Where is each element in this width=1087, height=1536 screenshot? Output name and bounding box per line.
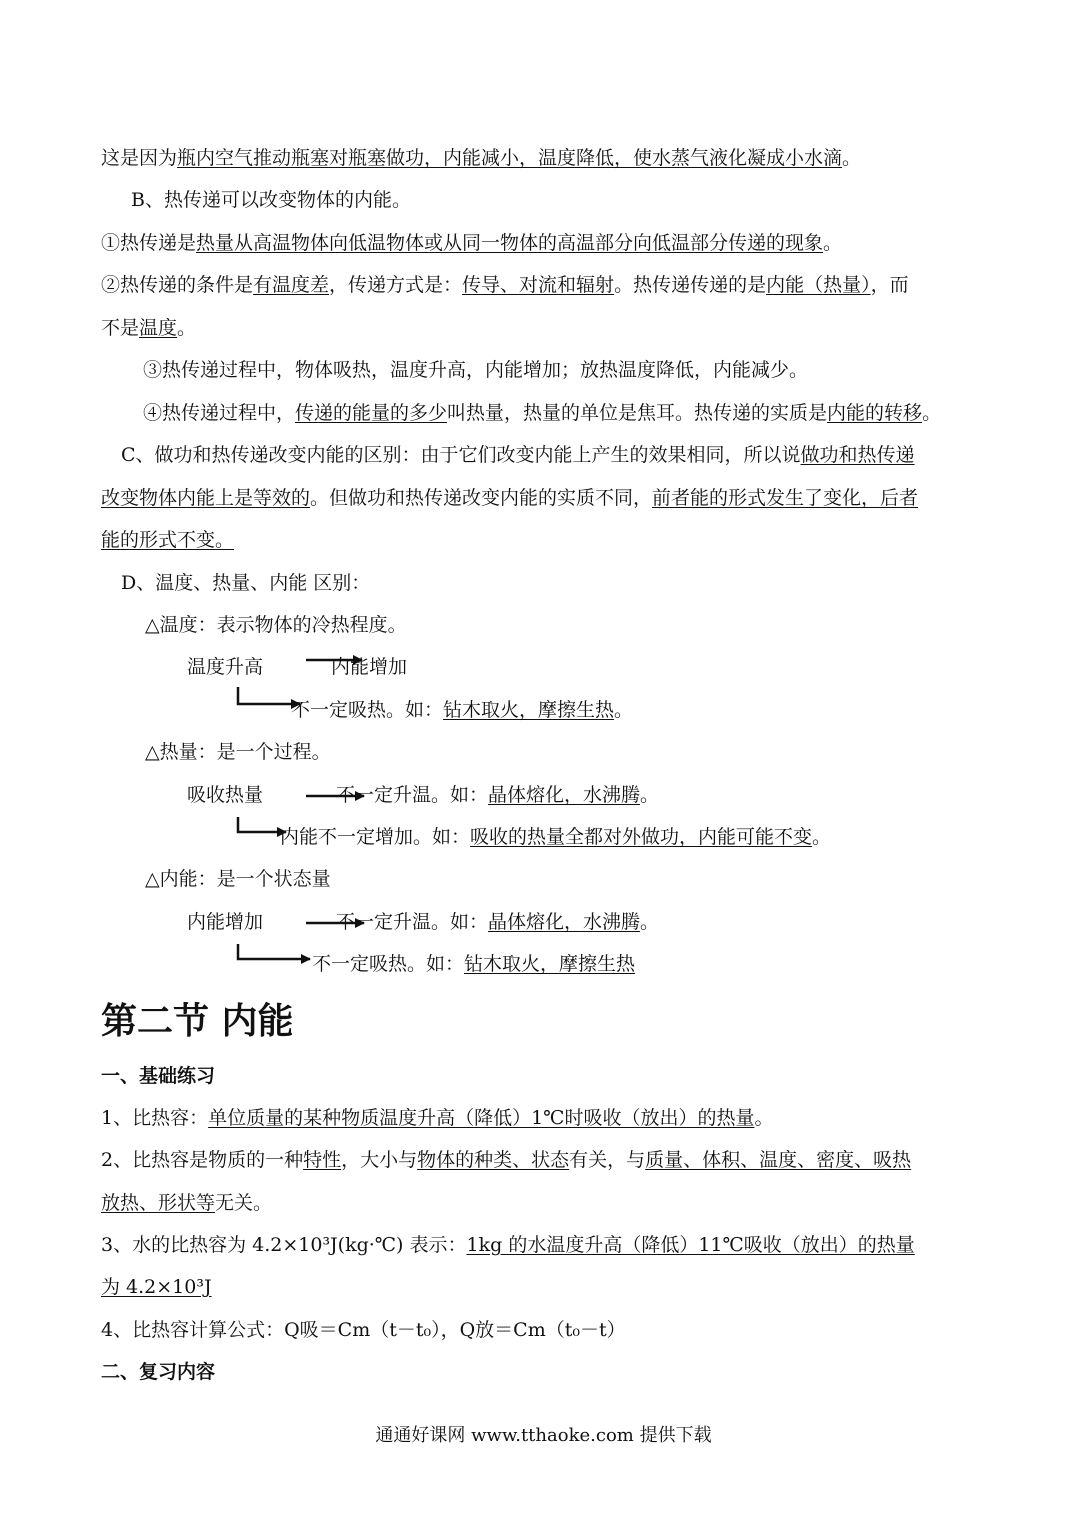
line-conclusion: 这是因为瓶内空气推动瓶塞对瓶塞做功，内能减小，温度降低，使水蒸气液化凝成小水滴。 — [101, 147, 862, 169]
exercise-3: 3、水的比热容为 4.2×10³J(kg·℃) 表示：1kg 的水温度升高（降低）11℃吸收（放出）的热量 — [101, 1234, 915, 1256]
heat-definition: △热量：是一个过程。 — [145, 741, 331, 763]
heat-transfer-condition-cont: 不是温度。 — [101, 317, 197, 339]
internal-energy-increase-label-2: 内能增加 — [187, 911, 264, 933]
temperature-rise-label: 温度升高 — [187, 656, 264, 678]
exercise-3-cont: 为 4.2×10³J — [101, 1276, 212, 1298]
section-heading: 第二节 内能 — [101, 1001, 294, 1042]
heat-transfer-definition: ①热传递是热量从高温物体向低温物体或从同一物体的高温部分向低温部分传递的现象。 — [101, 232, 843, 254]
internal-energy-branch-2: 不一定吸热。如：钻木取火，摩擦生热 — [312, 953, 636, 975]
internal-energy-increase-label: 内能增加 — [331, 656, 408, 678]
arrow-temp-branch — [238, 687, 300, 704]
exercise-4: 4、比热容计算公式：Q吸＝Cm（t－t₀），Q放＝Cm（t₀－t） — [101, 1319, 626, 1341]
temperature-definition: △温度：表示物体的冷热程度。 — [145, 614, 407, 636]
heat-transfer-process: ③热传递过程中，物体吸热，温度升高，内能增加；放热温度降低，内能减少。 — [143, 359, 809, 381]
subheading-review: 二、复习内容 — [101, 1361, 216, 1383]
item-c-line2: 改变物体内能上是等效的。但做功和热传递改变内能的实质不同，前者能的形式发生了变化，后者 — [101, 487, 919, 509]
item-d-title: D、温度、热量、内能 区别： — [121, 572, 371, 594]
arrow-energy-branch — [238, 944, 310, 959]
exercise-2: 2、比热容是物质的一种特性，大小与物体的种类、状态有关，与质量、体积、温度、密度、吸热 — [101, 1149, 912, 1171]
item-c-line3: 能的形式不变。 — [101, 529, 235, 551]
internal-energy-definition: △内能：是一个状态量 — [145, 868, 331, 890]
exercise-2-cont: 放热、形状等无关。 — [101, 1192, 273, 1214]
heat-transfer-condition: ②热传递的条件是有温度差，传递方式是：传导、对流和辐射。热传递传递的是内能（热量），而 — [101, 274, 909, 296]
item-c-line1: C、做功和热传递改变内能的区别：由于它们改变内能上产生的效果相同，所以说做功和热传递 — [121, 444, 915, 466]
subheading-basic-exercises: 一、基础练习 — [101, 1065, 216, 1087]
exercise-1: 1、比热容：单位质量的某种物质温度升高（降低）1℃时吸收（放出）的热量。 — [101, 1107, 774, 1129]
temperature-branch-2: 不一定吸热。如：钻木取火，摩擦生热。 — [291, 699, 634, 721]
absorb-heat-branch-1: 不一定升温。如：晶体熔化，水沸腾。 — [336, 784, 660, 806]
heat-quantity-definition: ④热传递过程中，传递的能量的多少叫热量，热量的单位是焦耳。热传递的实质是内能的转移。 — [143, 402, 942, 424]
internal-energy-branch-1: 不一定升温。如：晶体熔化，水沸腾。 — [336, 911, 660, 933]
absorb-heat-label: 吸收热量 — [187, 784, 264, 806]
page-footer: 通通好课网 www.tthaoke.com 提供下载 — [375, 1425, 712, 1446]
arrow-heat-branch — [238, 817, 286, 832]
item-b-title: B、热传递可以改变物体的内能。 — [131, 189, 411, 211]
absorb-heat-branch-2: 内能不一定增加。如：吸收的热量全都对外做功，内能可能不变。 — [280, 826, 832, 848]
